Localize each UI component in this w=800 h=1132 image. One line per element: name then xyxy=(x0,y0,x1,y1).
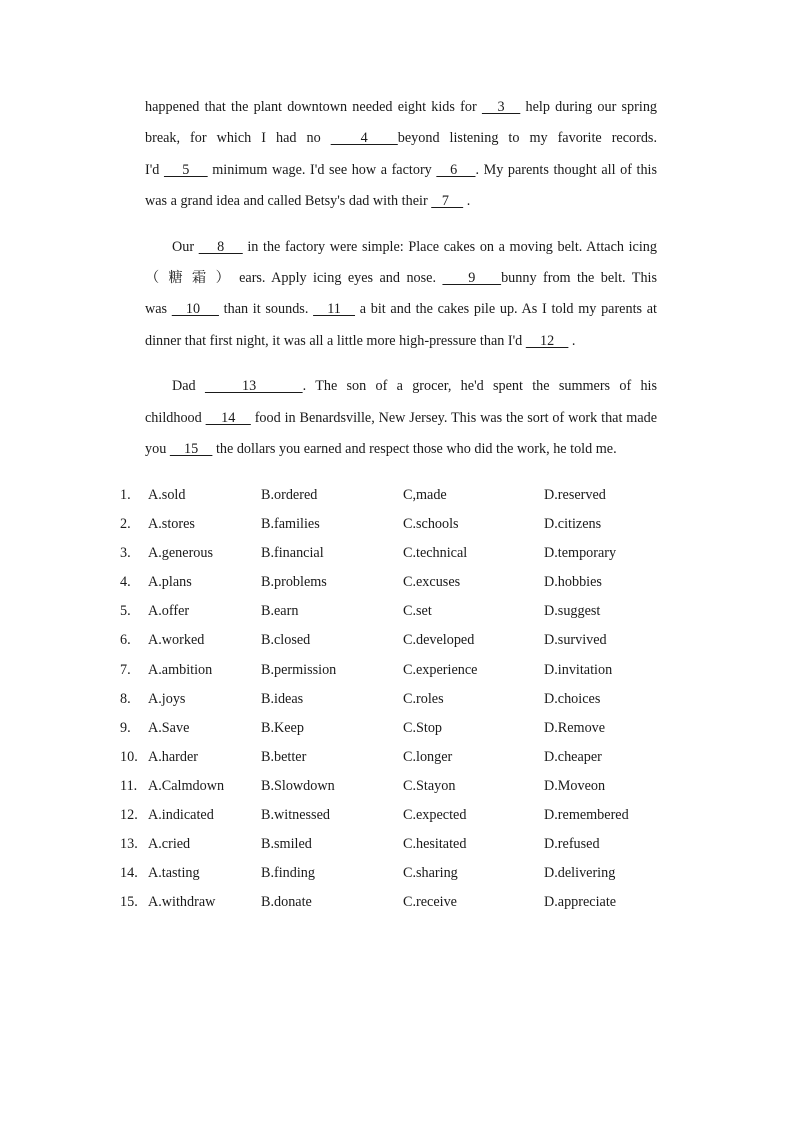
option-b: B.ideas xyxy=(261,690,304,707)
blank-4: 4 xyxy=(330,130,398,147)
option-a: A.sold xyxy=(148,487,186,503)
option-b: B.Keep xyxy=(261,719,304,736)
option-d: D.suggest xyxy=(544,603,601,620)
text: . The son of a grocer, he'd spent the summers of his xyxy=(302,378,657,395)
option-d: D.delivering xyxy=(544,865,616,882)
passage-line xyxy=(145,263,657,294)
question-number: 6. xyxy=(120,632,131,649)
option-c: C.schools xyxy=(403,516,459,533)
text: than it sounds. xyxy=(218,301,314,318)
text: . xyxy=(568,332,576,349)
option-c: C,made xyxy=(403,487,447,503)
option-d: D.citizens xyxy=(544,516,602,533)
option-d: D.invitation xyxy=(544,661,613,678)
blank-13: 13 xyxy=(204,378,303,395)
option-d: D.Remove xyxy=(544,719,606,736)
option-c: C.longer xyxy=(403,748,453,765)
option-d: D.cheaper xyxy=(544,748,602,765)
text: in the factory were simple: Place cakes on a moving belt. Attach icing xyxy=(242,238,657,255)
option-c: C.roles xyxy=(403,690,444,707)
option-d: D.Moveon xyxy=(544,777,606,794)
option-c: C.Stop xyxy=(403,719,443,736)
blank-7: 7 xyxy=(431,192,464,209)
option-c: C.technical xyxy=(403,545,468,562)
text: dinner that first night, it was all a little more high-pressure than I'd xyxy=(145,332,526,349)
passage-line xyxy=(145,155,657,186)
option-a: A.harder xyxy=(148,748,199,765)
option-b: B.finding xyxy=(261,865,315,882)
paragraph-2 xyxy=(145,232,657,357)
question-number: 15. xyxy=(120,894,138,911)
passage-line xyxy=(145,403,657,434)
question-number: 13. xyxy=(120,836,138,853)
option-c: C.set xyxy=(403,603,432,620)
blank-12: 12 xyxy=(525,332,569,349)
option-a: A.withdraw xyxy=(148,894,216,911)
text: break, for which I had no xyxy=(145,130,331,147)
text: bunny from the belt. This xyxy=(501,269,658,286)
text: happened that the plant downtown needed eight kids for xyxy=(145,99,482,115)
question-number: 5. xyxy=(120,603,131,620)
option-c: C.receive xyxy=(403,894,457,911)
text: was a grand idea and called Betsy's dad with their xyxy=(145,192,432,209)
option-b: B.donate xyxy=(261,894,312,911)
option-b: B.permission xyxy=(261,661,337,678)
text: beyond listening to my favorite records. xyxy=(397,130,657,147)
option-d: D.appreciate xyxy=(544,894,617,911)
option-b: B.problems xyxy=(261,574,327,591)
option-d: D.survived xyxy=(544,632,607,649)
text: was xyxy=(145,301,172,318)
passage-line xyxy=(145,92,657,123)
option-b: B.Slowdown xyxy=(261,777,335,794)
question-number: 9. xyxy=(120,719,131,736)
text: a bit and the cakes pile up. As I told my parents at xyxy=(355,301,657,318)
option-a: A.tasting xyxy=(148,865,200,882)
option-a: A.plans xyxy=(148,574,192,591)
option-c: C.excuses xyxy=(403,574,461,591)
passage-line xyxy=(145,186,657,217)
text: childhood xyxy=(145,409,206,426)
paragraph-3 xyxy=(145,371,657,465)
option-a: A.joys xyxy=(148,690,186,707)
passage-line xyxy=(145,123,657,154)
passage-line xyxy=(145,326,657,357)
option-b: B.financial xyxy=(261,545,324,562)
option-b: B.witnessed xyxy=(261,807,330,824)
option-a: A.indicated xyxy=(148,807,214,824)
text: Our xyxy=(172,238,199,255)
option-c: C.expected xyxy=(403,807,467,824)
text: minimum wage. I'd see how a factory xyxy=(207,161,437,178)
option-d: D.refused xyxy=(544,836,600,853)
option-b: B.ordered xyxy=(261,487,318,503)
blank-10: 10 xyxy=(171,301,219,318)
question-number: 14. xyxy=(120,865,138,882)
option-c: C.Stayon xyxy=(403,777,456,794)
question-number: 3. xyxy=(120,545,131,562)
option-b: B.smiled xyxy=(261,836,312,853)
option-a: A.ambition xyxy=(148,661,213,678)
text: Dad xyxy=(172,378,205,395)
option-b: B.closed xyxy=(261,632,311,649)
option-a: A.offer xyxy=(148,603,190,620)
option-d: D.choices xyxy=(544,690,601,707)
blank-5: 5 xyxy=(163,161,208,178)
option-b: B.families xyxy=(261,516,320,533)
question-number: 2. xyxy=(120,516,131,533)
option-d: D.temporary xyxy=(544,545,617,562)
text: . My parents thought all of this xyxy=(475,161,658,178)
option-d: D.reserved xyxy=(544,487,606,503)
passage-line xyxy=(145,294,657,325)
blank-11: 11 xyxy=(313,301,356,318)
passage-line xyxy=(145,371,657,402)
text: the dollars you earned and respect those who did the work, he told me. xyxy=(212,440,617,457)
option-c: C.developed xyxy=(403,632,475,649)
question-number: 7. xyxy=(120,661,131,678)
option-c: C.sharing xyxy=(403,865,458,882)
option-b: B.better xyxy=(261,748,307,765)
passage-line xyxy=(145,232,657,263)
text: food in Benardsville, New Jersey. This was the sort of work that made xyxy=(250,409,658,426)
option-a: A.Calmdown xyxy=(148,777,225,794)
text: （ 糖 霜 ） ears. Apply icing eyes and nose. xyxy=(145,269,443,286)
question-number: 1. xyxy=(120,487,131,503)
text: you xyxy=(145,440,170,457)
blank-14: 14 xyxy=(205,409,251,426)
option-d: D.remembered xyxy=(544,807,629,824)
blank-15: 15 xyxy=(169,440,213,457)
option-a: A.generous xyxy=(148,545,214,562)
paragraph-1 xyxy=(145,92,657,217)
option-b: B.earn xyxy=(261,603,299,620)
text: I'd xyxy=(145,161,164,178)
option-a: A.cried xyxy=(148,836,191,853)
option-d: D.hobbies xyxy=(544,574,602,591)
option-a: A.stores xyxy=(148,516,195,533)
option-c: C.experience xyxy=(403,661,478,678)
option-a: A.worked xyxy=(148,632,205,649)
cloze-passage xyxy=(145,92,657,465)
option-c: C.hesitated xyxy=(403,836,467,853)
question-number: 12. xyxy=(120,807,138,824)
text: . xyxy=(463,192,471,209)
option-a: A.Save xyxy=(148,719,190,736)
question-number: 10. xyxy=(120,748,138,765)
blank-6: 6 xyxy=(436,161,476,178)
question-number: 11. xyxy=(120,777,138,794)
question-number: 8. xyxy=(120,690,131,707)
blank-3: 3 xyxy=(481,99,521,115)
blank-8: 8 xyxy=(198,238,243,255)
text: help during our spring xyxy=(520,99,658,115)
question-number: 4. xyxy=(120,574,131,591)
blank-9: 9 xyxy=(442,269,502,286)
passage-line xyxy=(145,434,657,465)
